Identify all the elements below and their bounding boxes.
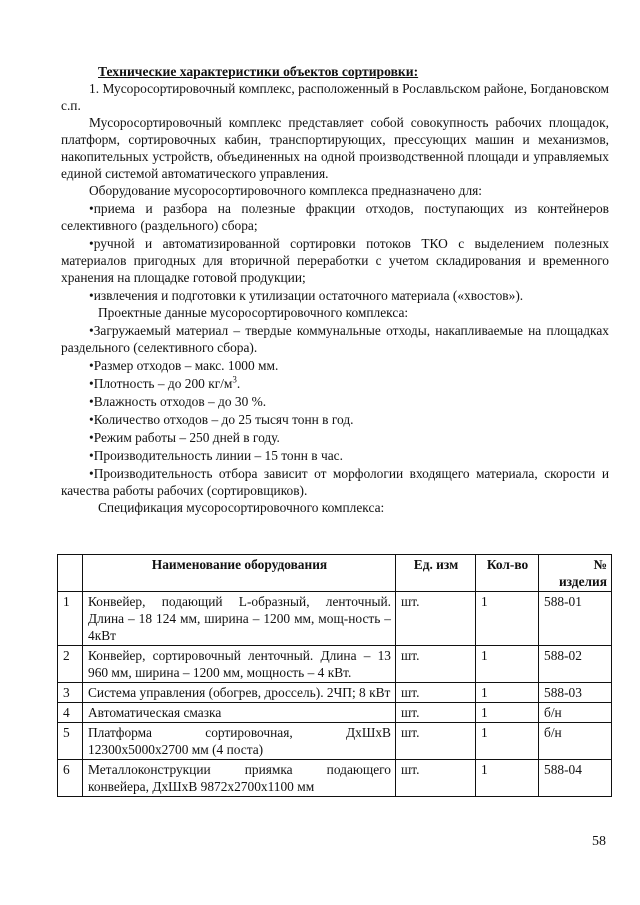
design-data-item: • Загружаемый материал – твердые коммунальные отходы, накапливаемые на площадках раздельного (селективного сбора). (61, 322, 609, 356)
row-item-number: 588-02 (539, 646, 612, 683)
paragraph-complex-description: Мусоросортировочный комплекс представляет собой совокупность рабочих площадок, платформ, сортировочных кабин, транспортирующих, прессующих машин и механизмов, накопительных устройств, объединенных на одной производственной площади и управляемых единой системой автоматического управления. (61, 115, 609, 181)
header-index (58, 555, 83, 592)
row-index: 5 (58, 723, 83, 760)
row-index: 3 (58, 683, 83, 703)
header-quantity: Кол-во (476, 555, 539, 592)
row-equipment-name: Автоматическая смазка (83, 703, 396, 723)
row-item-number: б/н (539, 723, 612, 760)
paragraph-design-data: Проектные данные мусоросортировочного комплекса: (98, 305, 409, 320)
row-unit: шт. (396, 592, 476, 646)
table-row (58, 592, 612, 646)
header-unit: Ед. изм (396, 555, 476, 592)
design-data-item: • Режим работы – 250 дней в году. (61, 429, 609, 446)
row-quantity: 1 (476, 592, 539, 646)
row-unit: шт. (396, 703, 476, 723)
table-row (58, 683, 612, 703)
row-index: 6 (58, 760, 83, 797)
table-header-row (58, 555, 612, 592)
row-index: 4 (58, 703, 83, 723)
row-item-number: 588-03 (539, 683, 612, 703)
table-row (58, 646, 612, 683)
header-item-number: № изделия (539, 555, 612, 592)
table-row (58, 703, 612, 723)
row-equipment-name: Платформа сортировочная, ДхШхВ 12300х5000х2700 мм (4 поста) (83, 723, 396, 760)
row-equipment-name: Система управления (обогрев, дроссель). 2ЧП; 8 кВт (83, 683, 396, 703)
row-index: 1 (58, 592, 83, 646)
row-quantity: 1 (476, 723, 539, 760)
design-data-item: • Влажность отходов – до 30 %. (61, 393, 609, 410)
purpose-item: • приема и разбора на полезные фракции отходов, поступающих из контейнеров селективного (раздельного) сбора; (61, 200, 609, 234)
row-unit: шт. (396, 646, 476, 683)
design-data-item: • Плотность – до 200 $кг/м^3$. (61, 375, 609, 392)
paragraph-specification-title: Спецификация мусоросортировочного комплекса: (98, 500, 385, 515)
table-row (58, 723, 612, 760)
page-number: 58 (592, 834, 606, 849)
row-unit: шт. (396, 760, 476, 797)
table-row (58, 760, 612, 797)
row-unit: шт. (396, 683, 476, 703)
design-data-item: • Размер отходов – макс. 1000 мм. (61, 357, 609, 374)
row-item-number: 588-04 (539, 760, 612, 797)
purpose-item: • ручной и автоматизированной сортировки потоков ТКО с выделением полезных материалов пригодных для вторичной переработки с учетом складирования и временного хранения на площадке готовой продукции; (61, 235, 609, 286)
row-equipment-name: Металлоконструкции приямка подающего конвейера, ДхШхВ 9872х2700х1100 мм (83, 760, 396, 797)
row-item-number: б/н (539, 703, 612, 723)
paragraph-equipment-purpose: Оборудование мусоросортировочного комплекса предназначено для: (89, 183, 483, 198)
row-index: 2 (58, 646, 83, 683)
row-unit: шт. (396, 723, 476, 760)
row-quantity: 1 (476, 683, 539, 703)
row-quantity: 1 (476, 703, 539, 723)
paragraph-complex-location: 1. Мусоросортировочный комплекс, расположенный в Рославльском районе, Богдановском с.п. (61, 81, 609, 113)
body-text (61, 80, 609, 516)
row-equipment-name: Конвейер, подающий L-образный, ленточный. Длина – 18 124 мм, ширина – 1200 мм, мощ-ность – 4кВт (83, 592, 396, 646)
purpose-item: • извлечения и подготовки к утилизации остаточного материала («хвостов»). (61, 287, 609, 304)
specification-table (57, 554, 612, 797)
row-item-number: 588-01 (539, 592, 612, 646)
section-heading: Технические характеристики объектов сортировки: (98, 64, 419, 79)
design-data-item: • Количество отходов – до 25 тысяч тонн в год. (61, 411, 609, 428)
design-data-item: • Производительность отбора зависит от морфологии входящего материала, скорости и качества работы рабочих (сортировщиков). (61, 465, 609, 499)
row-quantity: 1 (476, 760, 539, 797)
header-equipment-name: Наименование оборудования (83, 555, 396, 592)
row-equipment-name: Конвейер, сортировочный ленточный. Длина – 13 960 мм, ширина – 1200 мм, мощность – 4 кВт. (83, 646, 396, 683)
design-data-item: • Производительность линии – 15 тонн в час. (61, 447, 609, 464)
row-quantity: 1 (476, 646, 539, 683)
